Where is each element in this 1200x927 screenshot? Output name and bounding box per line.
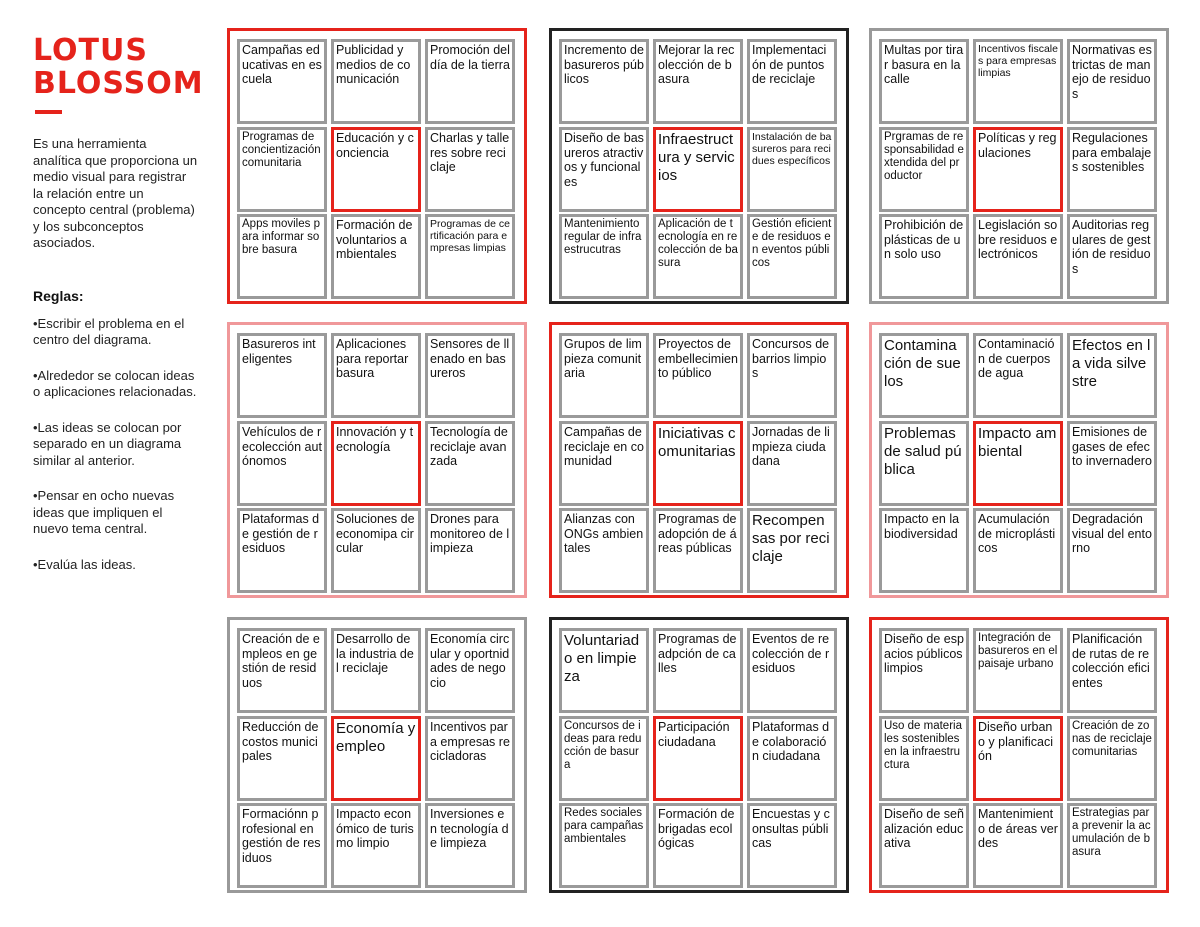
idea-cell: Redes sociales para campañas ambientales: [559, 803, 649, 888]
idea-cell: Estrategias para prevenir la acumulación de basura: [1067, 803, 1157, 888]
idea-cell: Auditorias regulares de gestión de residuos: [1067, 214, 1157, 299]
rule-1: •Escribir el problema en el centro del diagrama.: [33, 315, 185, 347]
block-diseno-urbano-y-planificacion: [869, 617, 1169, 893]
idea-cell: Programas de certificación para empresas limpias: [425, 214, 515, 299]
idea-cell: Prohibición de plásticas de un solo uso: [879, 214, 969, 299]
block-infraestructura-y-servicios: [549, 28, 849, 304]
center-topic-cell: Participación ciudadana: [653, 716, 743, 801]
logo-line-2: BLOSSOM: [33, 66, 204, 101]
idea-cell: Aplicación de tecnología en recolección de basura: [653, 214, 743, 299]
idea-cell: Uso de materiales sostenibles en la infraestructura: [879, 716, 969, 801]
idea-cell: Sensores de llenado en basureros: [425, 333, 515, 418]
idea-cell: Grupos de limpieza comunitaria: [559, 333, 649, 418]
logo-title: [33, 33, 204, 101]
idea-cell: Legislación sobre residuos electrónicos: [973, 214, 1063, 299]
idea-cell: Incremento de basureros públicos: [559, 39, 649, 124]
idea-cell: Jornadas de limpieza ciudadana: [747, 421, 837, 506]
idea-cell: Drones para monitoreo de limpieza: [425, 508, 515, 593]
idea-cell: Incentivos fiscales para empresas limpias: [973, 39, 1063, 124]
idea-cell: Formación de voluntarios ambientales: [331, 214, 421, 299]
idea-cell: Impacto en la biodiversidad: [879, 508, 969, 593]
idea-cell: Contaminación de suelos: [879, 333, 969, 418]
idea-cell: Recompensas por reciclaje: [747, 508, 837, 593]
idea-cell: Proyectos de embellecimiento público: [653, 333, 743, 418]
idea-cell: Concursos de barrios limpios: [747, 333, 837, 418]
idea-cell: Creación de empleos en gestión de residuos: [237, 628, 327, 713]
idea-cell: Integración de basureros en el paisaje urbano: [973, 628, 1063, 713]
idea-cell: Planificación de rutas de recolección eficientes: [1067, 628, 1157, 713]
idea-cell: Eventos de recolección de residuos: [747, 628, 837, 713]
idea-cell: Soluciones de economipa circular: [331, 508, 421, 593]
center-topic-cell: Economía y empleo: [331, 716, 421, 801]
idea-cell: Instalación de basureros para recidues específicos: [747, 127, 837, 212]
idea-cell: Campañas de reciclaje en comunidad: [559, 421, 649, 506]
idea-cell: Multas por tirar basura en la calle: [879, 39, 969, 124]
idea-cell: Programas de adpción de calles: [653, 628, 743, 713]
idea-cell: Normativas estrictas de manejo de residuos: [1067, 39, 1157, 124]
idea-cell: Desarrollo de la industria del reciclaje: [331, 628, 421, 713]
idea-cell: Problemas de salud pública: [879, 421, 969, 506]
idea-cell: Inversiones en tecnología de limpieza: [425, 803, 515, 888]
idea-cell: Tecnología de reciclaje avanzada: [425, 421, 515, 506]
center-topic-cell: Políticas y regulaciones: [973, 127, 1063, 212]
idea-cell: Mantenimiento regular de infraestrucutras: [559, 214, 649, 299]
idea-cell: Prgramas de responsabilidad extendida del productor: [879, 127, 969, 212]
idea-cell: Promoción del día de la tierra: [425, 39, 515, 124]
idea-cell: Encuestas y consultas públicas: [747, 803, 837, 888]
idea-cell: Formaciónn profesional en gestión de residuos: [237, 803, 327, 888]
idea-cell: Implementación de puntos de reciclaje: [747, 39, 837, 124]
idea-cell: Contaminación de cuerpos de agua: [973, 333, 1063, 418]
idea-cell: Degradación visual del entorno: [1067, 508, 1157, 593]
idea-cell: Formación de brigadas ecológicas: [653, 803, 743, 888]
center-topic-cell: Infraestructura y servicios: [653, 127, 743, 212]
idea-cell: Vehículos de recolección autónomos: [237, 421, 327, 506]
idea-cell: Acumulación de microplásticos: [973, 508, 1063, 593]
idea-cell: Gestión eficiente de residuos en eventos públicos: [747, 214, 837, 299]
idea-cell: Alianzas con ONGs ambientales: [559, 508, 649, 593]
idea-cell: Regulaciones para embalajes sostenibles: [1067, 127, 1157, 212]
idea-cell: Diseño de basureros atractivos y funcionales: [559, 127, 649, 212]
idea-cell: Programas de adopción de áreas públicas: [653, 508, 743, 593]
idea-cell: Reducción de costos municipales: [237, 716, 327, 801]
center-topic-cell: Iniciativas comunitarias: [653, 421, 743, 506]
block-participacion-ciudadana: [549, 617, 849, 893]
center-topic-cell: Impacto ambiental: [973, 421, 1063, 506]
description: Es una herramienta analítica que proporciona un medio visual para registrar la relación entre un concepto central (problema) y los subconceptos asociados.: [33, 136, 198, 250]
rule-3: •Las ideas se colocan por separado en un diagrama similar al anterior.: [33, 419, 182, 468]
idea-cell: Voluntariado en limpieza: [559, 628, 649, 713]
idea-cell: Concursos de ideas para reducción de basura: [559, 716, 649, 801]
idea-cell: Aplicaciones para reportar basura: [331, 333, 421, 418]
sidebar: [33, 33, 204, 592]
idea-cell: Diseño de espacios públicos limpios: [879, 628, 969, 713]
center-topic-cell: Innovación y tecnología: [331, 421, 421, 506]
block-educacion-y-conciencia: [227, 28, 527, 304]
block-iniciativas-comunitarias: [549, 322, 849, 598]
idea-cell: Creación de zonas de reciclaje comunitarias: [1067, 716, 1157, 801]
center-topic-cell: Educación y conciencia: [331, 127, 421, 212]
rule-2: •Alrededor se colocan ideas o aplicaciones relacionadas.: [33, 367, 197, 399]
idea-cell: Charlas y talleres sobre reciclaje: [425, 127, 515, 212]
block-innovacion-y-tecnologia: [227, 322, 527, 598]
idea-cell: Economía circular y oportnidades de negocio: [425, 628, 515, 713]
idea-cell: Publicidad y medios de comunicación: [331, 39, 421, 124]
logo-underline: [35, 110, 62, 114]
idea-cell: Efectos en la vida silvestre: [1067, 333, 1157, 418]
rule-4: •Pensar en ocho nuevas ideas que impliquen el nuevo tema central.: [33, 488, 175, 536]
idea-cell: Emisiones de gases de efecto invernadero: [1067, 421, 1157, 506]
rules-title: Reglas:: [33, 287, 84, 304]
idea-cell: Plataformas de colaboración ciudadana: [747, 716, 837, 801]
idea-cell: Diseño de señalización educativa: [879, 803, 969, 888]
center-topic-cell: Diseño urbano y planificación: [973, 716, 1063, 801]
idea-cell: Apps moviles para informar sobre basura: [237, 214, 327, 299]
idea-cell: Plataformas de gestión de residuos: [237, 508, 327, 593]
logo-line-1: LOTUS: [33, 33, 148, 68]
idea-cell: Mejorar la recolección de basura: [653, 39, 743, 124]
idea-cell: Programas de concientización comunitaria: [237, 127, 327, 212]
idea-cell: Incentivos para empresas recicladoras: [425, 716, 515, 801]
block-politicas-y-regulaciones: [869, 28, 1169, 304]
idea-cell: Mantenimiento de áreas verdes: [973, 803, 1063, 888]
idea-cell: Impacto económico de turismo limpio: [331, 803, 421, 888]
idea-cell: Campañas educativas en escuela: [237, 39, 327, 124]
block-economia-y-empleo: [227, 617, 527, 893]
block-impacto-ambiental: [869, 322, 1169, 598]
idea-cell: Basureros inteligentes: [237, 333, 327, 418]
rule-5: •Evalúa las ideas.: [33, 556, 136, 572]
